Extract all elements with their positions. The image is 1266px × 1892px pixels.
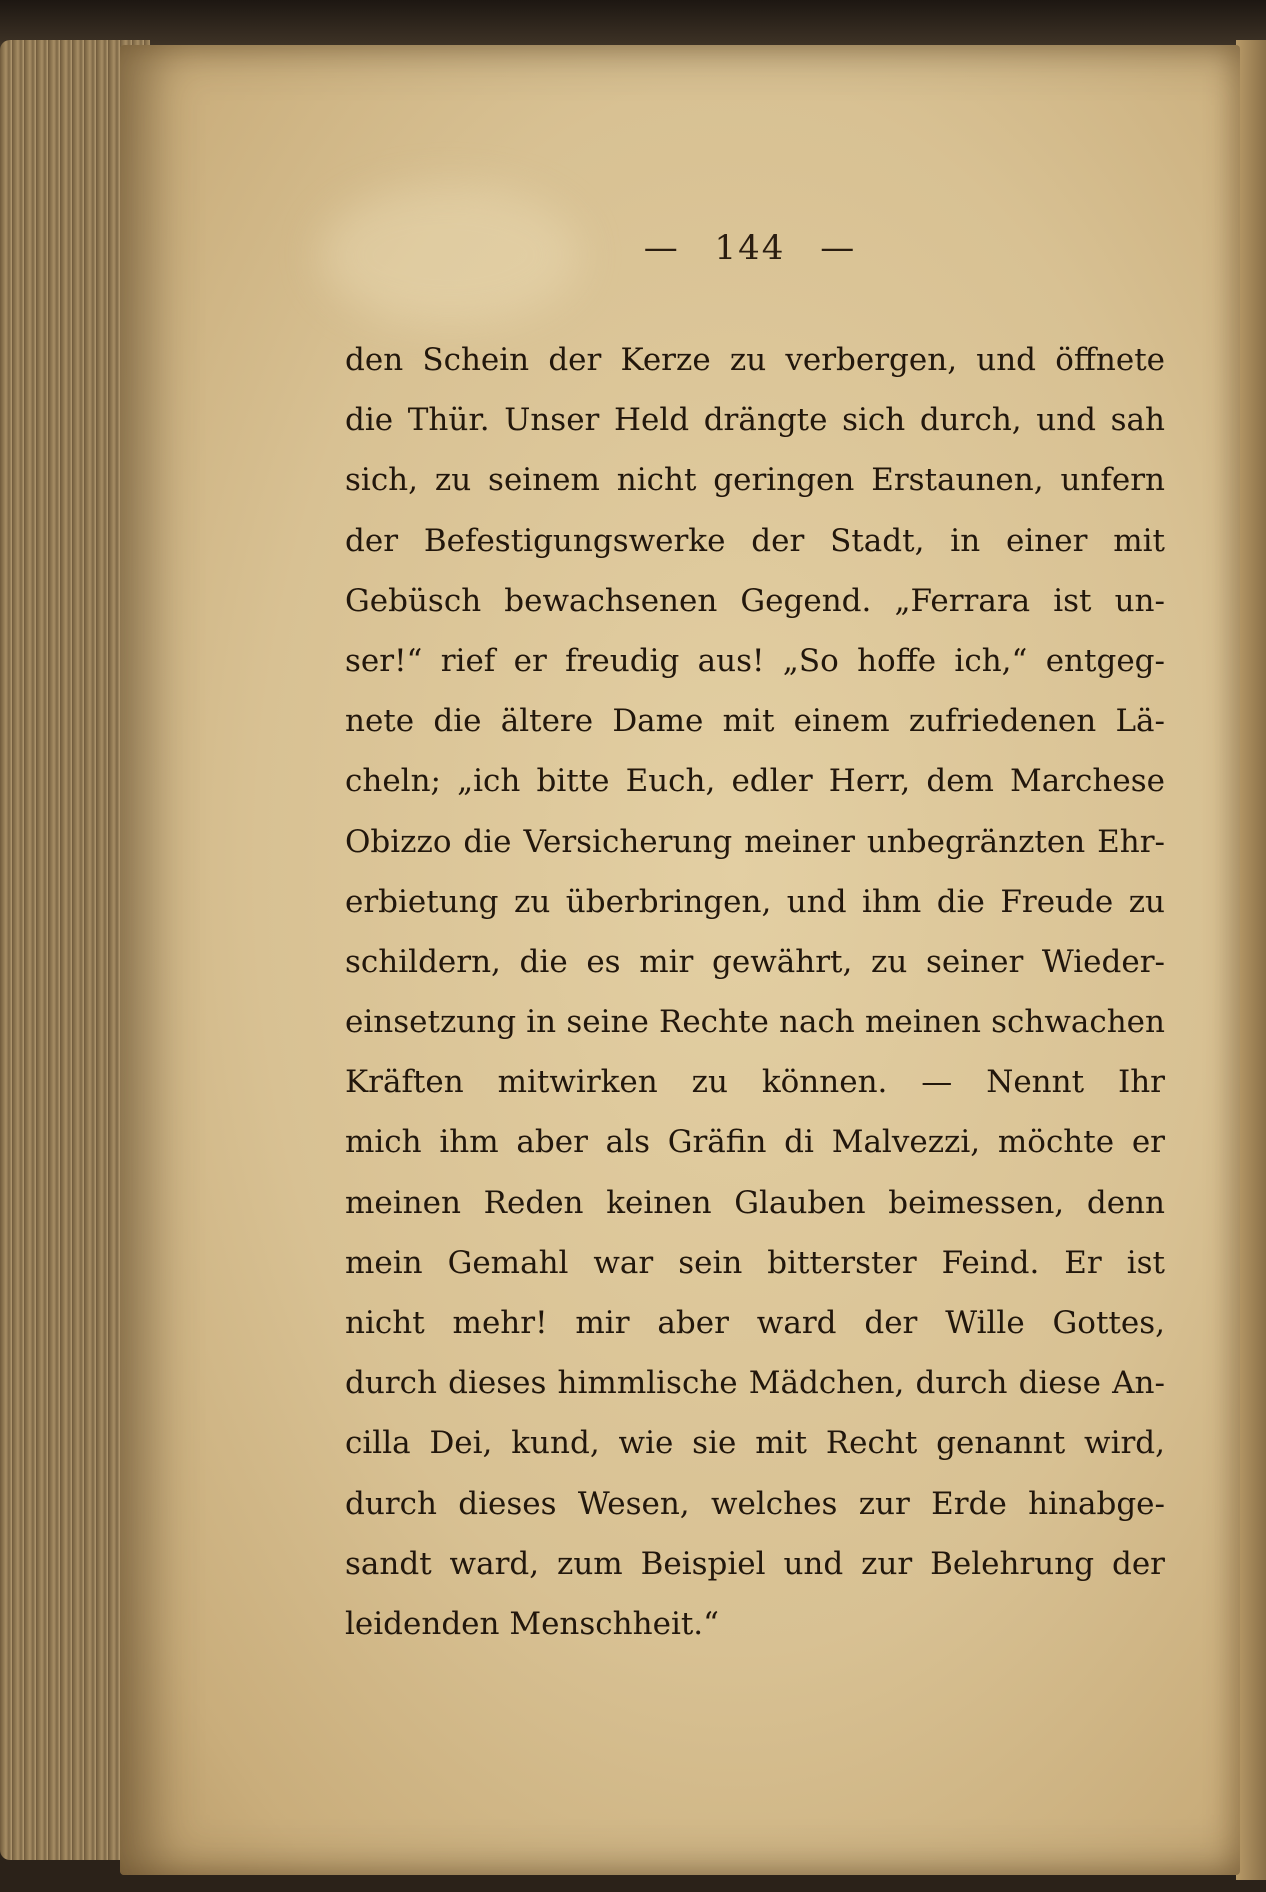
text-line: sandt ward, zum Beispiel und zur Belehrung der xyxy=(345,1545,1165,1582)
text-line: erbietung zu überbringen, und ihm die Freude zu xyxy=(345,883,1165,920)
text-line: durch dieses himmlische Mädchen, durch diese An- xyxy=(345,1365,1165,1402)
text-line: Obizzo die Versicherung meiner unbegränzten Ehr- xyxy=(345,823,1165,860)
right-page-edge xyxy=(1236,40,1266,1880)
page-header xyxy=(630,228,870,272)
text-line: den Schein der Kerze zu verbergen, und öffnete xyxy=(345,342,1165,378)
text-line: die Thür. Unser Held drängte sich durch, und sah xyxy=(345,402,1165,439)
text-line: leidenden Menschheit.“ xyxy=(345,1605,720,1642)
paper-stain xyxy=(320,185,580,325)
text-line: Gebüsch bewachsenen Gegend. „Ferrara ist un- xyxy=(345,582,1165,619)
text-line: nete die ältere Dame mit einem zufriedenen Lä- xyxy=(345,703,1165,740)
body-text xyxy=(345,330,1165,1654)
text-line: sich, zu seinem nicht geringen Erstaunen, unfern xyxy=(345,462,1165,499)
text-line: einsetzung in seine Rechte nach meinen schwachen xyxy=(345,1004,1165,1041)
text-line: meinen Reden keinen Glauben beimessen, denn xyxy=(345,1184,1165,1221)
text-line: durch dieses Wesen, welches zur Erde hinabge- xyxy=(345,1485,1165,1522)
text-line: cilla Dei, kund, wie sie mit Recht genannt wird, xyxy=(345,1425,1165,1462)
text-line: der Befestigungswerke der Stadt, in einer mit xyxy=(345,522,1165,559)
text-line: Kräften mitwirken zu können. — Nennt Ihr xyxy=(345,1064,1165,1101)
text-line: nicht mehr! mir aber ward der Wille Gottes, xyxy=(345,1305,1165,1341)
text-line: schildern, die es mir gewährt, zu seiner Wieder- xyxy=(345,943,1165,980)
text-line: cheln; „ich bitte Euch, edler Herr, dem Marchese xyxy=(345,763,1165,800)
page-number: 144 xyxy=(714,228,786,268)
text-line: mein Gemahl war sein bitterster Feind. Er ist xyxy=(345,1244,1165,1281)
text-line: mich ihm aber als Gräfin di Malvezzi, möchte er xyxy=(345,1124,1165,1161)
header-dash-right: — xyxy=(820,228,857,268)
header-dash-left: — xyxy=(643,228,680,268)
text-line: ser!“ rief er freudig aus! „So hoffe ich,“ entgeg- xyxy=(345,642,1165,679)
